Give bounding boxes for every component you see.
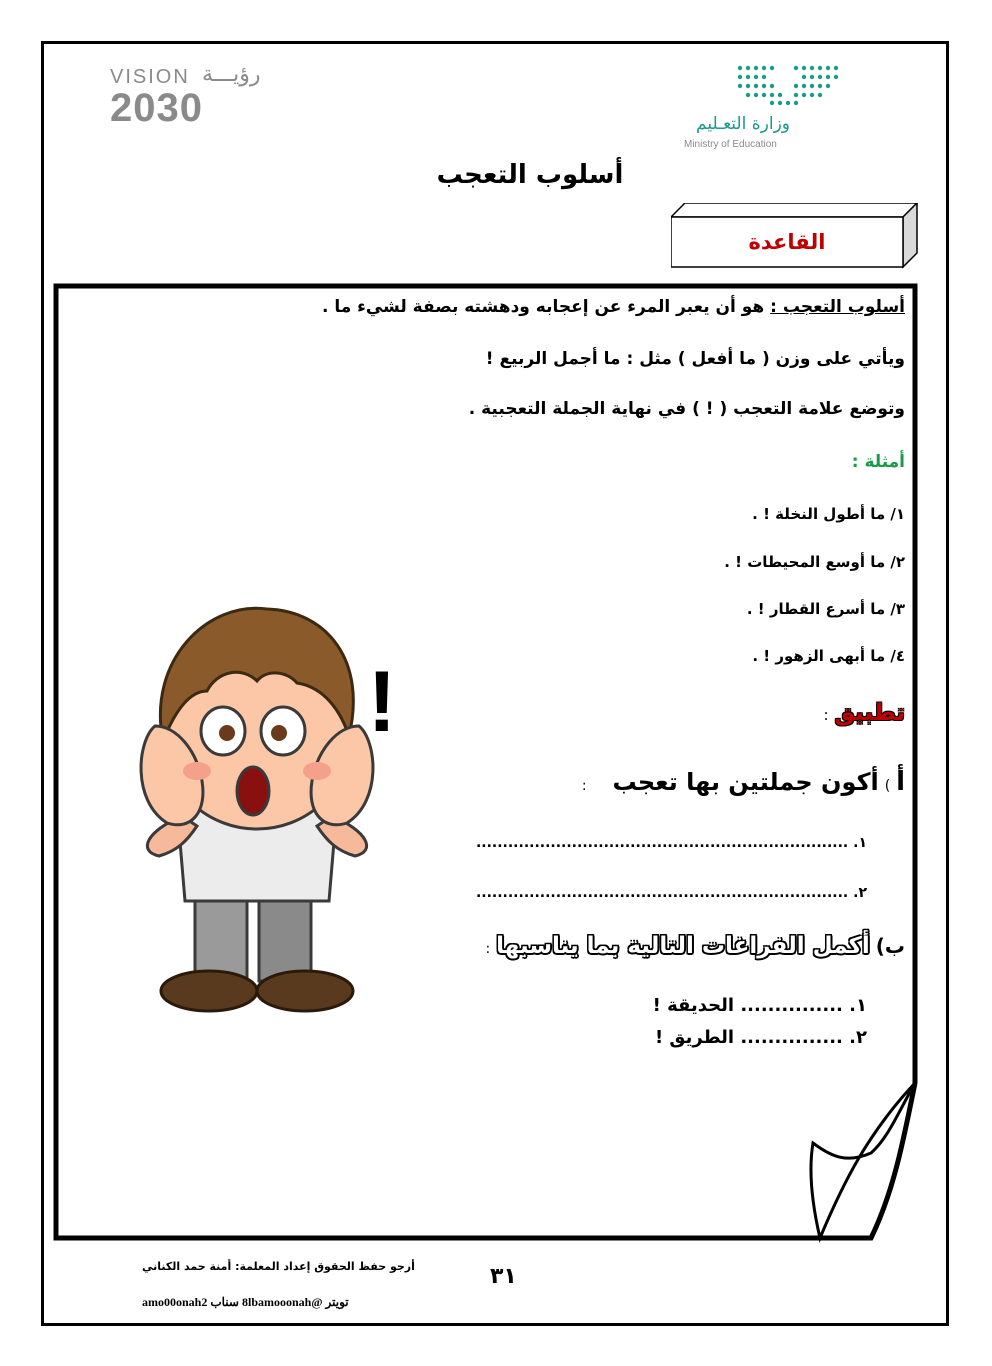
rule-box (671, 203, 919, 267)
example-item: ٤/ ما أبهى الزهور ! . (752, 647, 905, 665)
page-title: أسلوب التعجب (436, 160, 624, 190)
exclamation-mark: ! (367, 654, 397, 750)
answer-line-number: ٢. (853, 885, 867, 901)
surprised-boy-image (97, 591, 427, 1025)
ministry-dots-icon (736, 62, 840, 108)
vision-2030-logo (110, 62, 270, 130)
ministry-en-text: Ministry of Education (684, 139, 777, 150)
task-a-letter: أ (896, 767, 905, 797)
task-a-colon: : (581, 778, 587, 794)
surprised-boy-illustration (97, 591, 427, 1025)
ministry-ar-text: وزارة التعـليم (696, 114, 790, 134)
vision-ar-text: رؤيـــة (202, 62, 261, 87)
fill-item[interactable]: ١. ............... الحديقة ! (652, 995, 867, 1016)
task-b-text: أكمل الفراغات التالية بما يناسبها (496, 933, 870, 959)
answer-line-dots[interactable]: ...................................................................... (475, 835, 849, 851)
ministry-logo (680, 62, 840, 154)
footer-social: تويتر @8lbamooonah سناب amo00onah2 (142, 1295, 349, 1309)
definition-line (322, 297, 905, 317)
answer-line-dots[interactable]: ...................................................................... (475, 885, 849, 901)
task-b-line (486, 933, 905, 959)
task-b-colon: : (485, 941, 491, 957)
pattern-line: ويأتي على وزن ( ما أفعل ) مثل : ما أجمل الربيع ! (485, 349, 905, 369)
application-heading-line (823, 700, 905, 726)
definition-term: أسلوب التعجب : (770, 297, 905, 317)
examples-heading: أمثلة : (851, 452, 905, 472)
task-b-letter: ب) (875, 934, 905, 958)
footer-credit: أرجو حفظ الحقوق إعداد المعلمة: أمنة حمد الكناني (142, 1260, 415, 1273)
rule-label: القاعدة (748, 230, 826, 254)
page-number: ٣١ (490, 1264, 517, 1289)
task-a-paren: ) (884, 778, 891, 794)
vision-en-text: VISION (110, 66, 190, 88)
answer-line-number: ١. (853, 835, 867, 851)
example-item: ٢/ ما أوسع المحيطات ! . (724, 553, 905, 571)
application-colon: : (823, 706, 829, 724)
fill-item[interactable]: ٢. ............... الطريق ! (654, 1027, 867, 1048)
mark-line: وتوضع علامة التعجب ( ! ) في نهاية الجملة التعجبية . (468, 399, 905, 419)
answer-line-1 (476, 835, 867, 851)
task-a-text: أكون جملتين بها تعجب (612, 768, 879, 796)
example-item: ٣/ ما أسرع القطار ! . (746, 600, 905, 618)
answer-line-2 (476, 885, 867, 901)
task-a-line (582, 767, 905, 797)
example-item: ١/ ما أطول النخلة ! . (752, 505, 905, 523)
vision-year-text: 2030 (110, 86, 203, 130)
definition-text: هو أن يعبر المرء عن إعجابه ودهشته بصفة لشيء ما . (321, 297, 771, 317)
application-heading: تطبيق (834, 700, 905, 726)
